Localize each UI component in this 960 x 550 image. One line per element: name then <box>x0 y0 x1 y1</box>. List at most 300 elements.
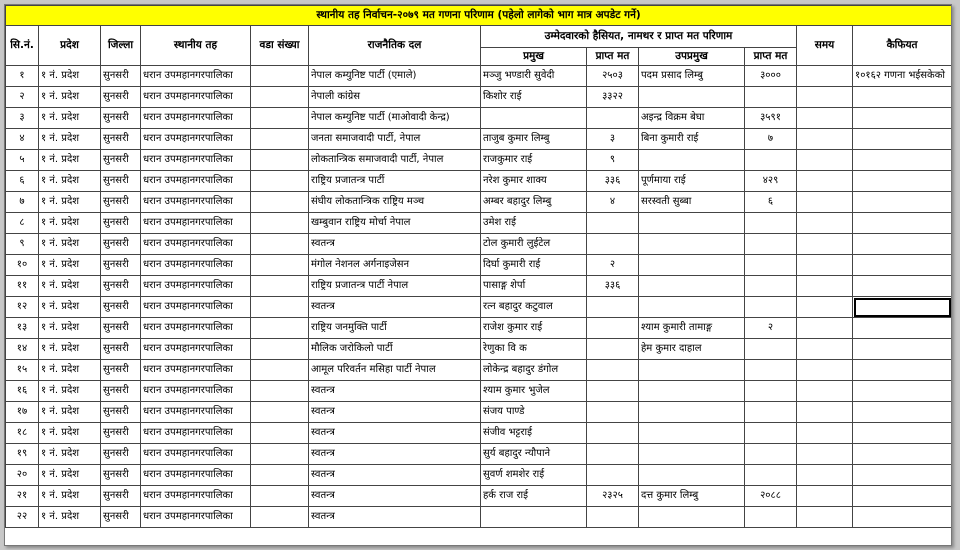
table-row <box>6 339 952 360</box>
table-row <box>6 150 952 171</box>
cell-district[interactable]: सुनसरी <box>101 339 141 360</box>
cell-party[interactable]: खम्बुवान राष्ट्रिय मोर्चा नेपाल <box>309 213 481 234</box>
cell-district[interactable]: सुनसरी <box>101 171 141 192</box>
table-row <box>6 381 952 402</box>
header-votes-chief[interactable]: प्राप्त मत <box>587 48 639 66</box>
cell-votes-deputy[interactable]: ३००० <box>745 66 797 87</box>
cell-district[interactable]: सुनसरी <box>101 465 141 486</box>
cell-remarks[interactable]: १०१६२ गणना भईसकेको <box>853 66 952 87</box>
title-row <box>6 6 952 26</box>
cell-time[interactable] <box>797 465 853 486</box>
cell-votes-chief[interactable] <box>587 423 639 444</box>
cell-time[interactable] <box>797 318 853 339</box>
cell-ward-no[interactable] <box>251 423 309 444</box>
cell-district[interactable]: सुनसरी <box>101 255 141 276</box>
cell-ward-no[interactable] <box>251 108 309 129</box>
cell-votes-deputy[interactable] <box>745 150 797 171</box>
cell-local-level[interactable]: धरान उपमहानगरपालिका <box>141 486 251 507</box>
cell-remarks[interactable] <box>853 486 952 507</box>
cell-deputy[interactable] <box>639 465 745 486</box>
cell-sn[interactable]: १२ <box>6 297 39 318</box>
cell-province[interactable]: १ नं. प्रदेश <box>39 213 101 234</box>
cell-remarks[interactable] <box>853 423 952 444</box>
cell-chief[interactable]: दिर्घा कुमारी राई <box>481 255 587 276</box>
cell-votes-deputy[interactable]: ३५९१ <box>745 108 797 129</box>
table-row <box>6 255 952 276</box>
cell-district[interactable]: सुनसरी <box>101 444 141 465</box>
cell-deputy[interactable] <box>639 360 745 381</box>
cell-district[interactable]: सुनसरी <box>101 381 141 402</box>
cell-time[interactable] <box>797 87 853 108</box>
cell-time[interactable] <box>797 507 853 528</box>
cell-district[interactable]: सुनसरी <box>101 297 141 318</box>
cell-district[interactable]: सुनसरी <box>101 150 141 171</box>
cell-deputy[interactable] <box>639 444 745 465</box>
cell-province[interactable]: १ नं. प्रदेश <box>39 129 101 150</box>
cell-ward-no[interactable] <box>251 171 309 192</box>
cell-time[interactable] <box>797 129 853 150</box>
cell-local-level[interactable]: धरान उपमहानगरपालिका <box>141 87 251 108</box>
cell-district[interactable]: सुनसरी <box>101 108 141 129</box>
cell-district[interactable]: सुनसरी <box>101 507 141 528</box>
cell-votes-chief[interactable]: २३२५ <box>587 486 639 507</box>
cell-time[interactable] <box>797 150 853 171</box>
cell-sn[interactable]: १९ <box>6 444 39 465</box>
cell-remarks[interactable] <box>853 129 952 150</box>
cell-party[interactable]: लोकतान्त्रिक समाजवादी पार्टी, नेपाल <box>309 150 481 171</box>
cell-party[interactable]: स्वतन्त्र <box>309 402 481 423</box>
table-row <box>6 465 952 486</box>
cell-votes-chief[interactable]: २ <box>587 255 639 276</box>
cell-votes-chief[interactable]: ३ <box>587 129 639 150</box>
cell-ward-no[interactable] <box>251 150 309 171</box>
cell-local-level[interactable]: धरान उपमहानगरपालिका <box>141 129 251 150</box>
cell-province[interactable]: १ नं. प्रदेश <box>39 255 101 276</box>
cell-remarks[interactable] <box>853 444 952 465</box>
cell-time[interactable] <box>797 276 853 297</box>
cell-district[interactable]: सुनसरी <box>101 276 141 297</box>
cell-votes-chief[interactable] <box>587 339 639 360</box>
cell-time[interactable] <box>797 444 853 465</box>
cell-deputy[interactable] <box>639 297 745 318</box>
cell-province[interactable]: १ नं. प्रदेश <box>39 486 101 507</box>
cell-sn[interactable]: १७ <box>6 402 39 423</box>
header-district[interactable]: जिल्ला <box>101 26 141 66</box>
cell-province[interactable]: १ नं. प्रदेश <box>39 150 101 171</box>
cell-chief[interactable]: हर्क राज राई <box>481 486 587 507</box>
cell-time[interactable] <box>797 360 853 381</box>
cell-ward-no[interactable] <box>251 465 309 486</box>
cell-sn[interactable]: १६ <box>6 381 39 402</box>
cell-sn[interactable]: ३ <box>6 108 39 129</box>
cell-deputy[interactable]: अइन्द्र विक्रम बेघा <box>639 108 745 129</box>
cell-votes-deputy[interactable] <box>745 339 797 360</box>
cell-party[interactable]: स्वतन्त्र <box>309 381 481 402</box>
cell-deputy[interactable] <box>639 255 745 276</box>
cell-local-level[interactable]: धरान उपमहानगरपालिका <box>141 66 251 87</box>
cell-local-level[interactable]: धरान उपमहानगरपालिका <box>141 192 251 213</box>
header-local-level[interactable]: स्थानीय तह <box>141 26 251 66</box>
cell-deputy[interactable] <box>639 402 745 423</box>
header-deputy[interactable]: उपप्रमुख <box>639 48 745 66</box>
header-sn[interactable]: सि.नं. <box>6 26 39 66</box>
cell-votes-deputy[interactable] <box>745 234 797 255</box>
cell-time[interactable] <box>797 213 853 234</box>
cell-province[interactable]: १ नं. प्रदेश <box>39 318 101 339</box>
cell-sn[interactable]: ६ <box>6 171 39 192</box>
cell-time[interactable] <box>797 381 853 402</box>
cell-party[interactable]: नेपाल कम्युनिष्ट पार्टी (एमाले) <box>309 66 481 87</box>
cell-remarks[interactable] <box>853 255 952 276</box>
cell-province[interactable]: १ नं. प्रदेश <box>39 381 101 402</box>
cell-deputy[interactable] <box>639 276 745 297</box>
cell-chief[interactable]: संजीव भट्टराई <box>481 423 587 444</box>
cell-district[interactable]: सुनसरी <box>101 486 141 507</box>
cell-deputy[interactable]: पदम प्रसाद लिम्बु <box>639 66 745 87</box>
cell-ward-no[interactable] <box>251 339 309 360</box>
cell-votes-deputy[interactable] <box>745 423 797 444</box>
cell-sn[interactable]: १० <box>6 255 39 276</box>
table-row <box>6 297 952 318</box>
cell-votes-deputy[interactable]: २०८८ <box>745 486 797 507</box>
cell-remarks[interactable] <box>853 297 952 318</box>
cell-district[interactable]: सुनसरी <box>101 192 141 213</box>
cell-local-level[interactable]: धरान उपमहानगरपालिका <box>141 318 251 339</box>
cell-local-level[interactable]: धरान उपमहानगरपालिका <box>141 444 251 465</box>
cell-province[interactable]: १ नं. प्रदेश <box>39 360 101 381</box>
cell-deputy[interactable] <box>639 150 745 171</box>
cell-time[interactable] <box>797 192 853 213</box>
cell-party[interactable]: मंगोल नेशनल अर्गनाइजेसन <box>309 255 481 276</box>
cell-province[interactable]: १ नं. प्रदेश <box>39 276 101 297</box>
cell-province[interactable]: १ नं. प्रदेश <box>39 339 101 360</box>
cell-votes-chief[interactable] <box>587 108 639 129</box>
cell-district[interactable]: सुनसरी <box>101 402 141 423</box>
cell-votes-chief[interactable]: ३३२२ <box>587 87 639 108</box>
table-row <box>6 234 952 255</box>
cell-ward-no[interactable] <box>251 360 309 381</box>
cell-local-level[interactable]: धरान उपमहानगरपालिका <box>141 402 251 423</box>
cell-chief[interactable]: राजेश कुमार राई <box>481 318 587 339</box>
cell-party[interactable]: स्वतन्त्र <box>309 486 481 507</box>
cell-district[interactable]: सुनसरी <box>101 129 141 150</box>
header-time[interactable]: समय <box>797 26 853 66</box>
cell-ward-no[interactable] <box>251 129 309 150</box>
cell-district[interactable]: सुनसरी <box>101 360 141 381</box>
cell-votes-deputy[interactable] <box>745 276 797 297</box>
cell-district[interactable]: सुनसरी <box>101 234 141 255</box>
cell-votes-chief[interactable] <box>587 213 639 234</box>
cell-chief[interactable]: राजकुमार राई <box>481 150 587 171</box>
cell-sn[interactable]: ८ <box>6 213 39 234</box>
cell-sn[interactable]: ११ <box>6 276 39 297</box>
cell-ward-no[interactable] <box>251 213 309 234</box>
cell-remarks[interactable] <box>853 507 952 528</box>
cell-votes-deputy[interactable]: २ <box>745 318 797 339</box>
cell-deputy[interactable] <box>639 234 745 255</box>
header-votes-deputy[interactable]: प्राप्त मत <box>745 48 797 66</box>
cell-votes-chief[interactable] <box>587 318 639 339</box>
cell-deputy[interactable] <box>639 381 745 402</box>
cell-party[interactable]: स्वतन्त्र <box>309 465 481 486</box>
cell-district[interactable]: सुनसरी <box>101 66 141 87</box>
cell-chief[interactable] <box>481 507 587 528</box>
cell-ward-no[interactable] <box>251 276 309 297</box>
cell-sn[interactable]: ७ <box>6 192 39 213</box>
cell-local-level[interactable]: धरान उपमहानगरपालिका <box>141 381 251 402</box>
table-row <box>6 108 952 129</box>
cell-party[interactable]: स्वतन्त्र <box>309 234 481 255</box>
cell-votes-chief[interactable]: २५०३ <box>587 66 639 87</box>
cell-deputy[interactable] <box>639 213 745 234</box>
cell-local-level[interactable]: धरान उपमहानगरपालिका <box>141 108 251 129</box>
cell-remarks[interactable] <box>853 87 952 108</box>
cell-party[interactable]: नेपाली कांग्रेस <box>309 87 481 108</box>
table-row <box>6 276 952 297</box>
cell-votes-chief[interactable] <box>587 381 639 402</box>
cell-remarks[interactable] <box>853 171 952 192</box>
cell-district[interactable]: सुनसरी <box>101 87 141 108</box>
cell-ward-no[interactable] <box>251 318 309 339</box>
header-candidates-group[interactable]: उम्मेदवारको हैसियत, नामथर र प्राप्त मत परिणाम <box>481 26 797 48</box>
cell-ward-no[interactable] <box>251 255 309 276</box>
cell-sn[interactable]: ५ <box>6 150 39 171</box>
cell-votes-deputy[interactable] <box>745 507 797 528</box>
cell-time[interactable] <box>797 234 853 255</box>
cell-votes-chief[interactable]: ३३६ <box>587 276 639 297</box>
cell-votes-deputy[interactable]: ६ <box>745 192 797 213</box>
cell-chief[interactable]: रेणुका वि क <box>481 339 587 360</box>
table-row <box>6 423 952 444</box>
cell-local-level[interactable]: धरान उपमहानगरपालिका <box>141 360 251 381</box>
cell-party[interactable]: जनता समाजवादी पार्टी, नेपाल <box>309 129 481 150</box>
cell-remarks[interactable] <box>853 108 952 129</box>
cell-remarks[interactable] <box>853 381 952 402</box>
cell-chief[interactable]: मञ्जु भण्डारी सुवेदी <box>481 66 587 87</box>
cell-time[interactable] <box>797 402 853 423</box>
cell-province[interactable]: १ नं. प्रदेश <box>39 108 101 129</box>
cell-remarks[interactable] <box>853 213 952 234</box>
header-chief[interactable]: प्रमुख <box>481 48 587 66</box>
cell-province[interactable]: १ नं. प्रदेश <box>39 507 101 528</box>
table-row <box>6 360 952 381</box>
cell-local-level[interactable]: धरान उपमहानगरपालिका <box>141 507 251 528</box>
cell-chief[interactable]: सुवर्ण शमशेर राई <box>481 465 587 486</box>
cell-local-level[interactable]: धरान उपमहानगरपालिका <box>141 465 251 486</box>
cell-votes-deputy[interactable] <box>745 402 797 423</box>
table-row <box>6 171 952 192</box>
cell-time[interactable] <box>797 171 853 192</box>
cell-remarks[interactable] <box>853 192 952 213</box>
cell-local-level[interactable]: धरान उपमहानगरपालिका <box>141 297 251 318</box>
table-body <box>6 66 952 528</box>
cell-votes-chief[interactable] <box>587 402 639 423</box>
cell-time[interactable] <box>797 423 853 444</box>
cell-votes-deputy[interactable] <box>745 213 797 234</box>
cell-deputy[interactable] <box>639 423 745 444</box>
cell-remarks[interactable] <box>853 150 952 171</box>
cell-sn[interactable]: १४ <box>6 339 39 360</box>
cell-party[interactable]: राष्ट्रिय प्रजातन्त्र पार्टी नेपाल <box>309 276 481 297</box>
cell-party[interactable]: स्वतन्त्र <box>309 507 481 528</box>
cell-party[interactable]: स्वतन्त्र <box>309 444 481 465</box>
table-row <box>6 318 952 339</box>
cell-sn[interactable]: १५ <box>6 360 39 381</box>
header-remarks[interactable]: कैफियत <box>853 26 952 66</box>
cell-sn[interactable]: ४ <box>6 129 39 150</box>
cell-party[interactable]: संघीय लोकतान्त्रिक राष्ट्रिय मञ्च <box>309 192 481 213</box>
cell-ward-no[interactable] <box>251 87 309 108</box>
cell-chief[interactable]: ताजुब कुमार लिम्बु <box>481 129 587 150</box>
cell-remarks[interactable] <box>853 234 952 255</box>
table-row <box>6 402 952 423</box>
cell-remarks[interactable] <box>853 402 952 423</box>
cell-votes-chief[interactable] <box>587 234 639 255</box>
cell-province[interactable]: १ नं. प्रदेश <box>39 444 101 465</box>
cell-chief[interactable]: किशोर राई <box>481 87 587 108</box>
cell-votes-chief[interactable] <box>587 465 639 486</box>
cell-sn[interactable]: २ <box>6 87 39 108</box>
cell-province[interactable]: १ नं. प्रदेश <box>39 423 101 444</box>
cell-votes-chief[interactable] <box>587 507 639 528</box>
cell-remarks[interactable] <box>853 276 952 297</box>
cell-chief[interactable]: पासाङ्ग शेर्पा <box>481 276 587 297</box>
cell-sn[interactable]: २२ <box>6 507 39 528</box>
cell-time[interactable] <box>797 255 853 276</box>
cell-party[interactable]: स्वतन्त्र <box>309 297 481 318</box>
cell-sn[interactable]: १३ <box>6 318 39 339</box>
cell-local-level[interactable]: धरान उपमहानगरपालिका <box>141 213 251 234</box>
cell-province[interactable]: १ नं. प्रदेश <box>39 87 101 108</box>
cell-time[interactable] <box>797 108 853 129</box>
cell-remarks[interactable] <box>853 465 952 486</box>
spreadsheet-sheet <box>4 4 952 546</box>
cell-party[interactable]: राष्ट्रिय प्रजातन्त्र पार्टी <box>309 171 481 192</box>
cell-time[interactable] <box>797 297 853 318</box>
cell-time[interactable] <box>797 339 853 360</box>
cell-chief[interactable]: श्याम कुमार भुजेल <box>481 381 587 402</box>
cell-chief[interactable]: रत्न बहादुर कटुवाल <box>481 297 587 318</box>
cell-ward-no[interactable] <box>251 444 309 465</box>
cell-votes-deputy[interactable] <box>745 465 797 486</box>
cell-sn[interactable]: २० <box>6 465 39 486</box>
cell-local-level[interactable]: धरान उपमहानगरपालिका <box>141 423 251 444</box>
cell-chief[interactable]: उमेश राई <box>481 213 587 234</box>
cell-deputy[interactable]: बिना कुमारी राई <box>639 129 745 150</box>
cell-votes-chief[interactable]: ४ <box>587 192 639 213</box>
cell-ward-no[interactable] <box>251 402 309 423</box>
cell-ward-no[interactable] <box>251 234 309 255</box>
cell-deputy[interactable]: पूर्णमाया राई <box>639 171 745 192</box>
cell-district[interactable]: सुनसरी <box>101 318 141 339</box>
cell-ward-no[interactable] <box>251 192 309 213</box>
header-party[interactable]: राजनैतिक दल <box>309 26 481 66</box>
header-ward-no[interactable]: वडा संख्या <box>251 26 309 66</box>
cell-province[interactable]: १ नं. प्रदेश <box>39 297 101 318</box>
cell-votes-deputy[interactable] <box>745 360 797 381</box>
cell-chief[interactable]: अम्बर बहादुर लिम्बु <box>481 192 587 213</box>
table-row <box>6 444 952 465</box>
cell-votes-deputy[interactable] <box>745 381 797 402</box>
cell-votes-deputy[interactable] <box>745 444 797 465</box>
cell-sn[interactable]: २१ <box>6 486 39 507</box>
cell-deputy[interactable]: हेम कुमार दाहाल <box>639 339 745 360</box>
cell-province[interactable]: १ नं. प्रदेश <box>39 171 101 192</box>
cell-remarks[interactable] <box>853 318 952 339</box>
cell-party[interactable]: आमूल परिवर्तन मसिहा पार्टी नेपाल <box>309 360 481 381</box>
cell-votes-deputy[interactable] <box>745 255 797 276</box>
cell-sn[interactable]: १ <box>6 66 39 87</box>
cell-votes-chief[interactable]: ९ <box>587 150 639 171</box>
cell-votes-deputy[interactable]: ७ <box>745 129 797 150</box>
table-row <box>6 486 952 507</box>
cell-chief[interactable]: लोकेन्द्र बहादुर डंगोल <box>481 360 587 381</box>
cell-party[interactable]: स्वतन्त्र <box>309 423 481 444</box>
cell-chief[interactable]: नरेश कुमार शाक्य <box>481 171 587 192</box>
cell-ward-no[interactable] <box>251 486 309 507</box>
cell-votes-chief[interactable] <box>587 360 639 381</box>
cell-deputy[interactable]: श्याम कुमारी तामाङ्ग <box>639 318 745 339</box>
cell-party[interactable]: मौलिक जरोकिलो पार्टी <box>309 339 481 360</box>
cell-votes-chief[interactable]: ३३६ <box>587 171 639 192</box>
cell-deputy[interactable] <box>639 87 745 108</box>
cell-ward-no[interactable] <box>251 297 309 318</box>
cell-local-level[interactable]: धरान उपमहानगरपालिका <box>141 171 251 192</box>
header-province[interactable]: प्रदेश <box>39 26 101 66</box>
cell-time[interactable] <box>797 66 853 87</box>
cell-sn[interactable]: १८ <box>6 423 39 444</box>
cell-local-level[interactable]: धरान उपमहानगरपालिका <box>141 150 251 171</box>
cell-chief[interactable]: सुर्य बहादुर न्यौपाने <box>481 444 587 465</box>
cell-votes-deputy[interactable] <box>745 87 797 108</box>
cell-ward-no[interactable] <box>251 66 309 87</box>
cell-province[interactable]: १ नं. प्रदेश <box>39 66 101 87</box>
cell-district[interactable]: सुनसरी <box>101 213 141 234</box>
cell-deputy[interactable]: दत्त कुमार लिम्बु <box>639 486 745 507</box>
cell-votes-chief[interactable] <box>587 444 639 465</box>
table-row <box>6 507 952 528</box>
cell-local-level[interactable]: धरान उपमहानगरपालिका <box>141 339 251 360</box>
cell-local-level[interactable]: धरान उपमहानगरपालिका <box>141 255 251 276</box>
cell-time[interactable] <box>797 486 853 507</box>
cell-ward-no[interactable] <box>251 507 309 528</box>
header-row-1 <box>6 26 952 48</box>
cell-sn[interactable]: ९ <box>6 234 39 255</box>
cell-province[interactable]: १ नं. प्रदेश <box>39 192 101 213</box>
cell-district[interactable]: सुनसरी <box>101 423 141 444</box>
cell-local-level[interactable]: धरान उपमहानगरपालिका <box>141 276 251 297</box>
cell-party[interactable]: नेपाल कम्युनिष्ट पार्टी (माओवादी केन्द्र) <box>309 108 481 129</box>
cell-votes-deputy[interactable] <box>745 297 797 318</box>
cell-remarks[interactable] <box>853 339 952 360</box>
table-row <box>6 213 952 234</box>
cell-chief[interactable]: टोल कुमारी लुईटेल <box>481 234 587 255</box>
cell-province[interactable]: १ नं. प्रदेश <box>39 465 101 486</box>
cell-ward-no[interactable] <box>251 381 309 402</box>
cell-province[interactable]: १ नं. प्रदेश <box>39 402 101 423</box>
cell-party[interactable]: राष्ट्रिय जनमुक्ति पार्टी <box>309 318 481 339</box>
cell-votes-deputy[interactable]: ४२९ <box>745 171 797 192</box>
cell-local-level[interactable]: धरान उपमहानगरपालिका <box>141 234 251 255</box>
sheet-title[interactable]: स्थानीय तह निर्वाचन-२०७९ मत गणना परिणाम (पहेलो लागेको भाग मात्र अपडेट गर्ने) <box>6 6 952 26</box>
cell-remarks[interactable] <box>853 360 952 381</box>
cell-chief[interactable]: संजय पाण्डे <box>481 402 587 423</box>
cell-deputy[interactable]: सरस्वती सुब्बा <box>639 192 745 213</box>
cell-deputy[interactable] <box>639 507 745 528</box>
cell-votes-chief[interactable] <box>587 297 639 318</box>
cell-province[interactable]: १ नं. प्रदेश <box>39 234 101 255</box>
cell-chief[interactable] <box>481 108 587 129</box>
